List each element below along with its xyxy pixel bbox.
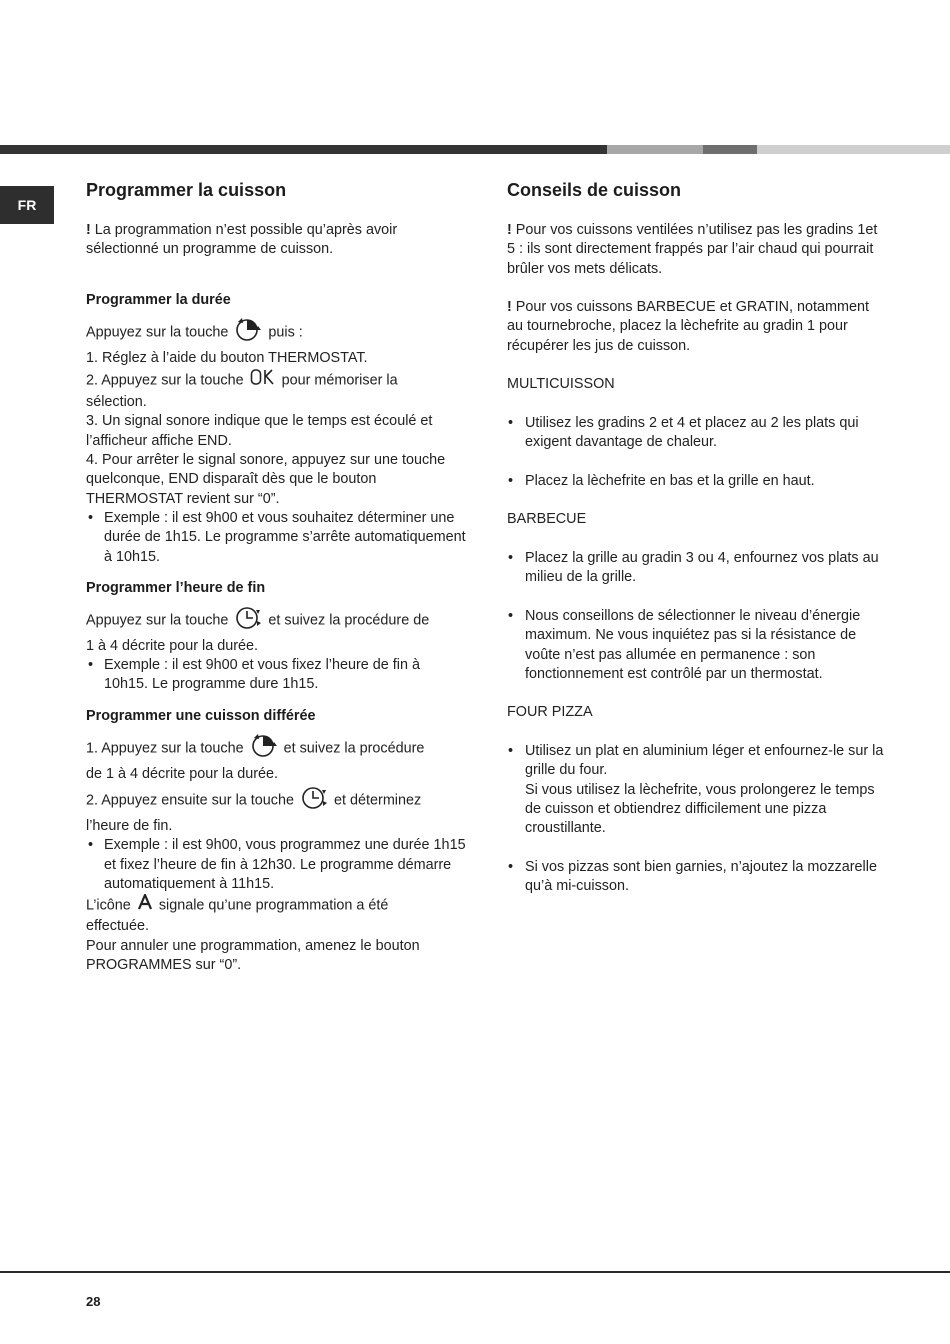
heading-multicuisson: MULTICUISSON: [507, 376, 615, 393]
barbecue-bullet: • Placez la grille au gradin 3 ou 4, enfournez vos plats au milieu de la grille.: [508, 550, 879, 586]
duree-step-2: 2. Appuyez sur la touche pour mémoriser la: [86, 368, 466, 393]
heading-barbecue: BARBECUE: [507, 511, 587, 528]
multicuisson-bullet: • Placez la lèchefrite en bas et la grille en haut.: [508, 472, 815, 489]
duree-step-3: 3. Un signal sonore indique que le temps est écoulé et l’afficheur affiche END.: [86, 413, 433, 449]
heure-fin-example: • Exemple : il est 9h00 et vous fixez l’heure de fin à 10h15. Le programme dure 1h15.: [86, 656, 466, 695]
cancel-note: Pour annuler une programmation, amenez le bouton PROGRAMMES sur “0”.: [86, 937, 420, 973]
tip-ventilees: ! Pour vos cuissons ventilées n’utilisez pas les gradins 1et 5 : ils sont directement frappés par l’air chaud qui pourrait brûler vos mets délicats.: [507, 222, 878, 277]
differee-step-1-cont: de 1 à 4 décrite pour la durée.: [86, 765, 279, 782]
duration-timer-icon: [234, 316, 262, 349]
header-bar-pale-segment: [757, 145, 950, 154]
subheading-heure-fin: Programmer l’heure de fin: [86, 579, 266, 596]
header-bar-dark-segment: [0, 145, 607, 154]
page-number: 28: [86, 1294, 101, 1309]
section-title-conseils: Conseils de cuisson: [507, 180, 682, 200]
differee-step-2-cont: l’heure de fin.: [86, 818, 173, 835]
duree-step-1: 1. Réglez à l’aide du bouton THERMOSTAT.: [86, 349, 368, 366]
differee-example: • Exemple : il est 9h00, vous programmez une durée 1h15 et fixez l’heure de fin à 12h30. Le programme démarre automatiquement à 11h15.: [86, 836, 466, 894]
pizza-bullet: • Si vos pizzas sont bien garnies, n’ajoutez la mozzarelle qu’à mi-cuisson.: [508, 858, 877, 895]
tip-barbecue-gratin: ! Pour vos cuissons BARBECUE et GRATIN, notamment au tournebroche, placez la lèchefrite au gradin 1 pour récupérer les jus de cuisson.: [507, 299, 870, 354]
duration-timer-icon: [250, 732, 278, 765]
left-column: [86, 178, 466, 975]
heure-fin-instruction-cont: 1 à 4 décrite pour la durée.: [86, 637, 258, 654]
footer-rule: [0, 1271, 950, 1273]
end-time-clock-icon: [300, 784, 328, 817]
end-time-clock-icon: [234, 604, 262, 637]
auto-icon-note-cont: effectuée.: [86, 918, 149, 935]
header-bar-mid-segment: [703, 145, 757, 154]
right-column: [507, 178, 887, 896]
header-bar-light-segment: [607, 145, 703, 154]
multicuisson-bullet: • Utilisez les gradins 2 et 4 et placez au 2 les plats qui exigent davantage de chaleur.: [508, 414, 859, 451]
differee-step-1: 1. Appuyez sur la touche et suivez la procédure: [86, 732, 466, 765]
header-color-bar: [0, 145, 950, 154]
pizza-bullet: • Utilisez un plat en aluminium léger et enfournez-le sur la grille du four. Si vous utilisez la lèchefrite, vous prolongerez le temps de cuisson et obtiendrez difficilement une pizza croustillante.: [507, 742, 887, 838]
heure-fin-instruction: Appuyez sur la touche et suivez la procédure de: [86, 604, 466, 637]
pizza-bullet-line: Utilisez un plat en aluminium léger et enfournez-le sur la grille du four.: [525, 743, 884, 779]
subheading-duree: Programmer la durée: [86, 291, 231, 308]
section-title-programmer: Programmer la cuisson: [86, 180, 287, 200]
language-tab: FR: [0, 186, 54, 224]
auto-icon-note: L’icône signale qu’une programmation a été: [86, 894, 466, 917]
auto-a-icon: [137, 894, 153, 917]
duree-instruction: Appuyez sur la touche puis :: [86, 316, 466, 349]
duree-example: • Exemple : il est 9h00 et vous souhaitez déterminer une durée de 1h15. Le programme s’arrête automatiquement à 10h15.: [86, 509, 466, 567]
duree-step-4: 4. Pour arrêter le signal sonore, appuyez sur une touche quelconque, END disparaît dès que le bouton THERMOSTAT revient sur “0”.: [86, 452, 446, 507]
ok-icon: [250, 368, 276, 393]
heading-four-pizza: FOUR PIZZA: [507, 704, 593, 721]
intro-note: ! La programmation n’est possible qu’après avoir sélectionné un programme de cuisson.: [86, 222, 398, 258]
pizza-bullet-line: Si vous utilisez la lèchefrite, vous prolongerez le temps de cuisson et obtiendrez difficilement une pizza croustillante.: [525, 781, 875, 837]
duree-step-2-cont: sélection.: [86, 394, 147, 411]
subheading-cuisson-differee: Programmer une cuisson différée: [86, 707, 316, 724]
differee-step-2: 2. Appuyez ensuite sur la touche et déterminez: [86, 784, 466, 817]
barbecue-bullet: • Nous conseillons de sélectionner le niveau d’énergie maximum. Ne vous inquiétez pas si la résistance de voûte n’est pas allumée en permanence : son fonctionnement est contrôlé par un thermostat.: [508, 607, 861, 682]
